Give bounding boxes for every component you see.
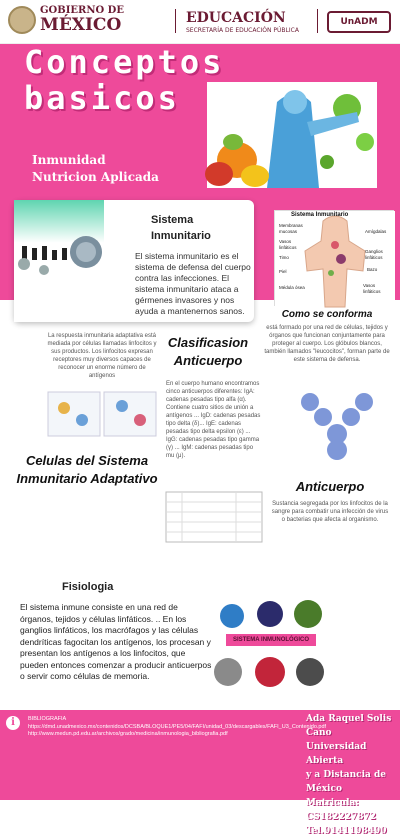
bib-link-1[interactable]: https://dmd.unadmexico.mx/contenidos/DCSBA/BLOQUE1/PE5/04/FAFI/unidad_03/descargables/FAFI_U3_Contenido.pdf [28, 723, 327, 730]
author-matricula: CS182227872 [306, 812, 377, 822]
diagram-label: Vasos linfáticos [279, 239, 297, 250]
mexico-seal-icon [8, 6, 36, 34]
diagram-label: Piel [279, 269, 287, 274]
clasificacion-heading-2: Anticuerpo [173, 353, 243, 368]
page-title [24, 44, 224, 116]
unadm-logo: UnADM [327, 11, 391, 33]
info-icon: i [6, 716, 20, 730]
adaptativo-heading-1: Celulas del Sistema [25, 453, 149, 468]
fisiologia-text: El sistema inmune consiste en una red de órganos, tejidos y células linfáticos. .. En los ganglios linfáticos, los macrófagos y las células dendríticas fagocitan los antígenos, los procesan y presentan los antígenos a los linfocitos, que pueden entonces comenzar a producir anticuerpos o servir como células de memoria. [20, 602, 212, 681]
adaptativo-figure [46, 390, 158, 442]
author-university-2: y a Distancia de México [306, 770, 387, 794]
diagram-label: Membranas mucosas [279, 223, 303, 234]
diagram-label: Médula ósea [279, 285, 305, 290]
author-phone: Tel.9141198490 [306, 826, 387, 836]
anticuerpo-heading: Anticuerpo [295, 479, 365, 494]
diagram-label: Ganglios linfáticos [365, 249, 383, 260]
author-matricula-label: Matricula: [306, 798, 359, 808]
bib-title: BIBLIOGRAFIA [28, 716, 67, 722]
immune-diagram [274, 210, 394, 306]
clasificacion-table [166, 492, 262, 542]
diagram-label: Timo [279, 255, 289, 260]
hero-image [207, 82, 377, 188]
diagram-label: Vasos linfáticos [363, 283, 381, 294]
sistema-illustration [14, 200, 104, 322]
conforma-text: está formado por una red de células, tejidos y órganos que funcionan conjuntamente para proteger al cuerpo. Los glóbulos blancos, también llamados "leucocitos", forman parte de este sistema de defensa. [264, 325, 390, 363]
bibliography [28, 716, 327, 739]
anticuerpo-text: Sustancia segregada por los linfocitos de la sangre para combatir una infección de virus o bacterias que afecta al organismo. [271, 501, 389, 523]
collage-label: SISTEMA INMUNOLÓGICO [226, 634, 316, 646]
subtitle-line-2: Nutricion Aplicada [32, 170, 159, 184]
edu-sub-label: SECRETARÍA DE EDUCACIÓN PÚBLICA [186, 27, 299, 34]
sistema-title: Sistema Inmunitario [151, 214, 211, 242]
clasificacion-text: En el cuerpo humano encontramos cinco anticuerpos diferentes: IgA: cadenas pesadas tipo alfa (α). Contiene cuatro sitios de unión a antígenos ... IgD: cadenas pesadas tipo delta (δ)... IgE: cadenas pesadas tipo delta epsilon (ε) ... IgG: cadenas pesadas tipo gamma (γ) ... IgM: cadenas pesadas tipo mu (μ). [166, 381, 261, 459]
immune-collage [212, 598, 328, 690]
antibody-illustration [290, 382, 384, 464]
conforma-heading: Como se conforma [281, 309, 373, 320]
sistema-text: El sistema inmunitario es el sistema de defensa del cuerpo contra las infecciones. El sistema inmunitario ataca a gérmenes invasores y nos ayuda a mantenernos sanos. [135, 251, 251, 316]
author-university-1: Universidad Abierta [306, 742, 367, 766]
header-bar [0, 0, 400, 44]
header-divider [175, 9, 176, 33]
subtitle-line-1: Inmunidad [32, 153, 106, 167]
adaptativo-heading [6, 452, 168, 488]
diagram-label: Bazo [367, 267, 378, 272]
gob-label-2: MÉXICO [40, 15, 122, 35]
sistema-card [14, 200, 254, 322]
header-divider-2 [317, 9, 318, 33]
author-block [306, 712, 398, 838]
diagram-label: Amígdalas [365, 229, 387, 234]
subtitle [32, 152, 159, 186]
adaptativo-heading-2: Inmunitario Adaptativo [16, 471, 158, 486]
clasificacion-heading-1: Clasificasion [167, 335, 249, 350]
edu-label: EDUCACIÓN [186, 10, 286, 26]
bib-link-2[interactable]: http://www.medun.pd.edu.ar/archivos/grado/medicina/inmunologia_bibliografia.pdf [28, 731, 228, 737]
clasificacion-heading [160, 334, 256, 370]
title-line-2: basicos [24, 79, 180, 117]
adaptativo-text: La respuesta inmunitaria adaptativa está mediada por células llamadas linfocitos y sus productos. Los linfocitos expresan receptores muy diversos capaces de reconocer un enorme número de antígenos [47, 333, 157, 379]
gob-label-1: GOBIERNO DE [40, 5, 124, 16]
title-line-1: Conceptos [24, 43, 225, 81]
diagram-title: Sistema Inmunitario [291, 212, 349, 218]
author-name: Ada Raquel Solis Cano [306, 714, 392, 738]
fisiologia-heading: Fisiologia [62, 581, 114, 593]
